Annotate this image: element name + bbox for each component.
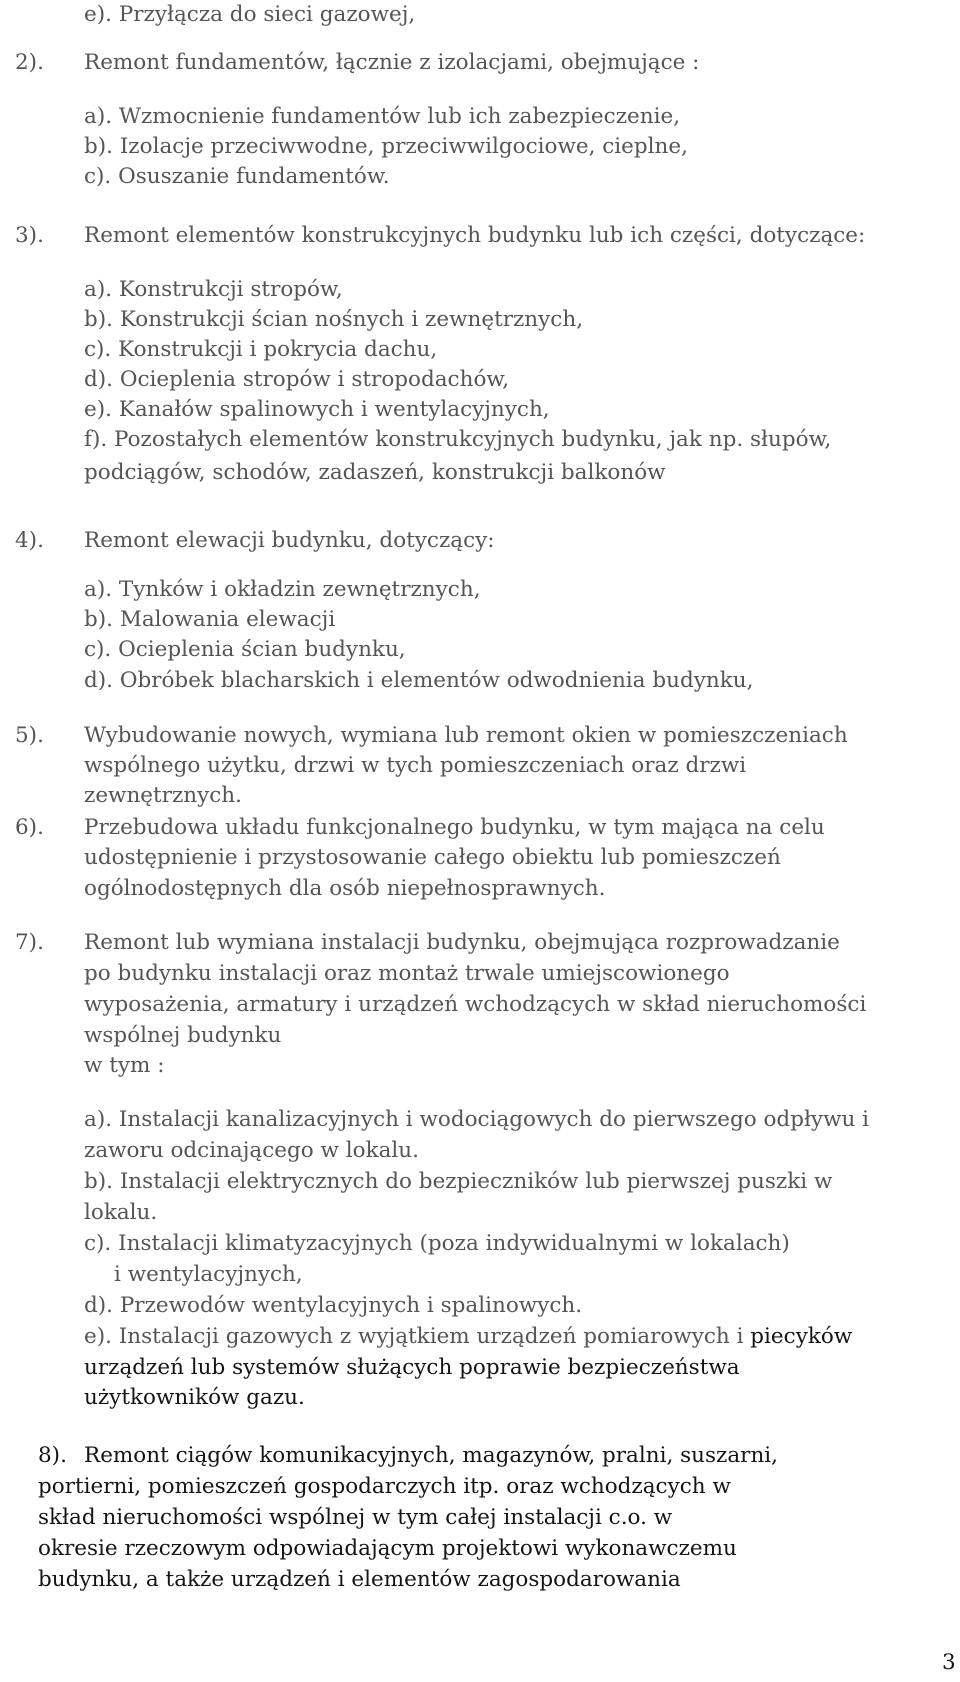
section-8-line4: okresie rzeczowym odpowiadającym projektowi wykonawczemu <box>38 1536 737 1561</box>
item-4a: a). Tynków i okładzin zewnętrznych, <box>84 577 481 602</box>
section-7-line2: po budynku instalacji oraz montaż trwale umiejscowionego <box>84 961 730 986</box>
item-7e-line1 <box>84 1322 852 1352</box>
section-2-number: 2). <box>15 50 44 75</box>
item-3d: d). Ocieplenia stropów i stropodachów, <box>84 367 510 392</box>
item-7a-line2: zaworu odcinającego w lokalu. <box>84 1138 419 1163</box>
item-7e-highlight: piecyków <box>750 1324 853 1349</box>
section-5-line3: zewnętrznych. <box>84 783 242 808</box>
page-number: 3 <box>942 1650 956 1675</box>
section-6-number: 6). <box>15 815 44 840</box>
item-7c-line2: i wentylacyjnych, <box>114 1262 303 1287</box>
item-7b-line2: lokalu. <box>84 1200 158 1225</box>
section-3-number: 3). <box>15 223 44 248</box>
section-7-line4: wspólnej budynku <box>84 1023 282 1048</box>
section-3-title: Remont elementów konstrukcyjnych budynku lub ich części, dotyczące: <box>84 223 866 248</box>
section-4-number: 4). <box>15 528 44 553</box>
item-4b: b). Malowania elewacji <box>84 607 336 632</box>
item-7a-line1: a). Instalacji kanalizacyjnych i wodociągowych do pierwszego odpływu i <box>84 1107 870 1132</box>
item-3c: c). Konstrukcji i pokrycia dachu, <box>84 337 438 362</box>
item-7d: d). Przewodów wentylacyjnych i spalinowych. <box>84 1293 583 1318</box>
item-2a: a). Wzmocnienie fundamentów lub ich zabezpieczenie, <box>84 104 681 129</box>
item-7e-text: e). Instalacji gazowych z wyjątkiem urządzeń pomiarowych i <box>84 1324 751 1349</box>
section-8-number: 8). <box>38 1443 67 1468</box>
item-7c-line1: c). Instalacji klimatyzacyjnych (poza indywidualnymi w lokalach) <box>84 1231 790 1256</box>
section-7-line3: wyposażenia, armatury i urządzeń wchodzących w skład nieruchomości <box>84 992 867 1017</box>
item-4c: c). Ocieplenia ścian budynku, <box>84 637 406 662</box>
item-3a: a). Konstrukcji stropów, <box>84 277 343 302</box>
section-8-line1: Remont ciągów komunikacyjnych, magazynów, pralni, suszarni, <box>84 1443 779 1468</box>
section-5-line2: wspólnego użytku, drzwi w tych pomieszczeniach oraz drzwi <box>84 753 747 778</box>
section-8-line5: budynku, a także urządzeń i elementów zagospodarowania <box>38 1567 681 1592</box>
item-1e: e). Przyłącza do sieci gazowej, <box>84 2 416 27</box>
section-7-number: 7). <box>15 930 44 955</box>
section-6-line3: ogólnodostępnych dla osób niepełnosprawnych. <box>84 876 606 901</box>
item-7e-line3: użytkowników gazu. <box>84 1385 305 1410</box>
section-5-number: 5). <box>15 723 44 748</box>
section-6-line1: Przebudowa układu funkcjonalnego budynku, w tym mająca na celu <box>84 815 825 840</box>
item-7e-line2: urządzeń lub systemów służących poprawie bezpieczeństwa <box>84 1355 740 1380</box>
item-2b: b). Izolacje przeciwwodne, przeciwwilgociowe, cieplne, <box>84 134 688 159</box>
section-7-line5: w tym : <box>84 1053 165 1078</box>
item-2c: c). Osuszanie fundamentów. <box>84 164 390 189</box>
item-4d: d). Obróbek blacharskich i elementów odwodnienia budynku, <box>84 668 754 693</box>
item-3b: b). Konstrukcji ścian nośnych i zewnętrznych, <box>84 307 584 332</box>
section-7-line1: Remont lub wymiana instalacji budynku, obejmująca rozprowadzanie <box>84 930 840 955</box>
section-2-title: Remont fundamentów, łącznie z izolacjami, obejmujące : <box>84 50 700 75</box>
item-3e: e). Kanałów spalinowych i wentylacyjnych, <box>84 397 550 422</box>
item-3f-line1: f). Pozostałych elementów konstrukcyjnych budynku, jak np. słupów, <box>84 427 832 452</box>
item-3f-line2: podciągów, schodów, zadaszeń, konstrukcji balkonów <box>84 460 666 485</box>
section-8-line3: skład nieruchomości wspólnej w tym całej instalacji c.o. w <box>38 1505 673 1530</box>
section-8-line2: portierni, pomieszczeń gospodarczych itp. oraz wchodzących w <box>38 1474 731 1499</box>
section-4-title: Remont elewacji budynku, dotyczący: <box>84 528 495 553</box>
section-6-line2: udostępnienie i przystosowanie całego obiektu lub pomieszczeń <box>84 845 781 870</box>
section-5-line1: Wybudowanie nowych, wymiana lub remont okien w pomieszczeniach <box>84 723 848 748</box>
item-7b-line1: b). Instalacji elektrycznych do bezpieczników lub pierwszej puszki w <box>84 1169 833 1194</box>
